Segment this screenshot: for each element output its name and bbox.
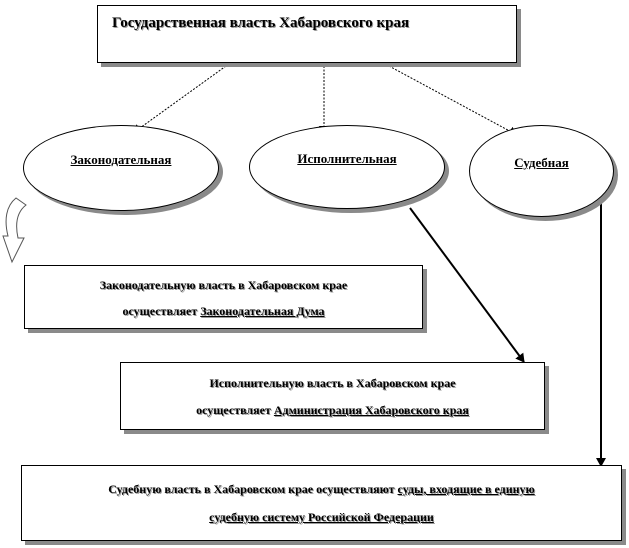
legislative-line1: Законодательную власть в Хабаровском крае	[99, 278, 348, 292]
curved-arrow-icon	[3, 198, 26, 262]
legislative-body-link: Законодательная Дума	[200, 304, 325, 318]
executive-description-box	[120, 362, 545, 430]
branch-judicial	[469, 125, 614, 217]
branch-legislative-label: Законодательная	[70, 152, 172, 167]
executive-line2-prefix: осуществляет	[196, 403, 274, 417]
state-power-title-box	[97, 5, 517, 63]
page-title: Государственная власть Хабаровского края	[112, 15, 410, 31]
branch-legislative	[23, 125, 219, 211]
executive-line1: Исполнительную власть в Хабаровском крае	[209, 376, 456, 390]
executive-body-link: Администрация Хабаровского края	[273, 403, 469, 417]
branch-executive	[249, 125, 445, 209]
judicial-body-link-2: судебную систему Российской Федерации	[209, 510, 434, 524]
judicial-body-link-1: суды, входящие в единую	[397, 482, 535, 496]
branch-executive-label: Исполнительная	[297, 151, 397, 166]
judicial-line1-prefix: Судебную власть в Хабаровском крае осуществляют	[108, 482, 398, 496]
judicial-description-box	[21, 465, 622, 541]
legislative-line2-prefix: осуществляет	[122, 304, 201, 318]
legislative-description-box	[24, 265, 423, 329]
branch-judicial-label: Судебная	[514, 155, 569, 170]
arrow-title-to-judicial	[389, 66, 517, 135]
arrow-executive-to-box	[410, 208, 524, 362]
arrow-title-to-legislative	[133, 66, 226, 133]
